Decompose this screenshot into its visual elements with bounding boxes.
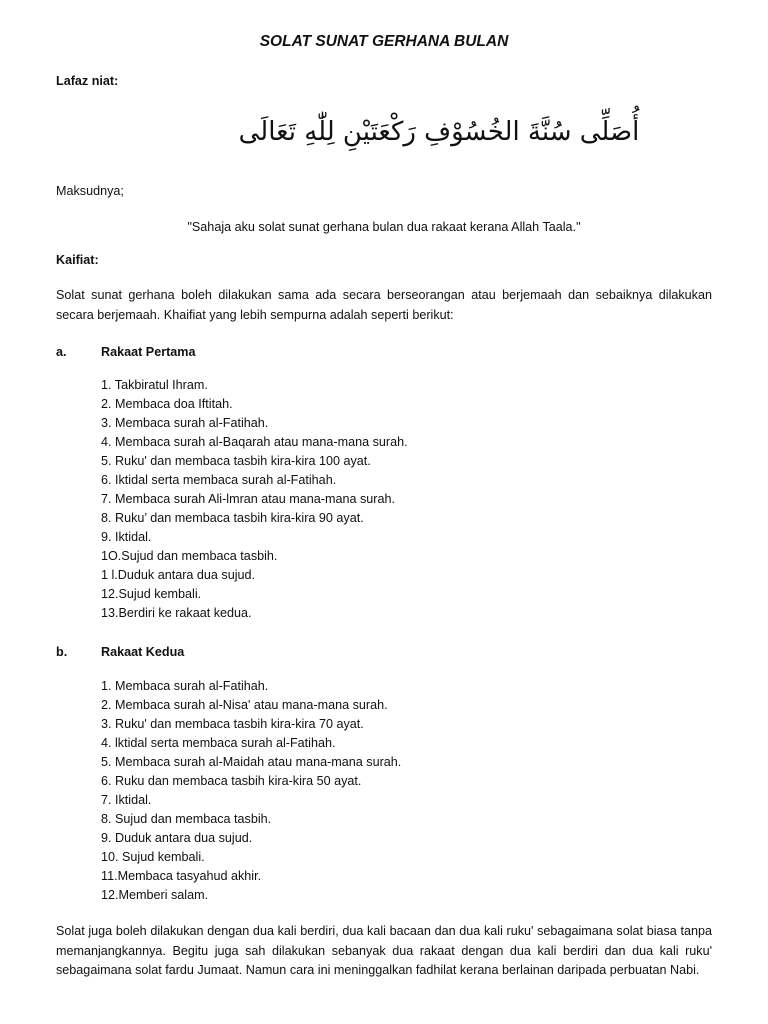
- rakaat-pertama-steps: [101, 376, 408, 623]
- step-item: 5. Ruku' dan membaca tasbih kira-kira 100 ayat.: [101, 454, 371, 468]
- closing-paragraph: Solat juga boleh dilakukan dengan dua kali berdiri, dua kali bacaan dan dua kali ruku' sebagaimana solat biasa tanpa memanjangkannya. Begitu juga sah dilakukan sebanyak dua rakaat dengan dua kali berdiri dan dua kali ruku' sebagaimana solat fardu Jumaat. Namun cara ini meninggalkan fadhilat kerana berlainan daripada perbuatan Nabi.: [56, 924, 712, 977]
- step-item: 6. Ruku dan membaca tasbih kira-kira 50 ayat.: [101, 774, 362, 788]
- arabic-niat-text: أُصَلِّى سُنَّةَ الخُسُوْفِ رَكْعَتَيْنِ لِلّٰهِ تَعَالَى: [238, 117, 640, 147]
- step-item: 6. Iktidal serta membaca surah al-Fatihah.: [101, 473, 337, 487]
- step-item: 9. Duduk antara dua sujud.: [101, 831, 253, 845]
- step-item: 4. lktidal serta membaca surah al-Fatihah.: [101, 736, 336, 750]
- step-item: 12.Sujud kembali.: [101, 587, 202, 601]
- intro-paragraph: Solat sunat gerhana boleh dilakukan sama ada secara berseorangan atau berjemaah dan sebaiknya dilakukan secara berjemaah. Khaifiat yang lebih sempurna adalah seperti berikut:: [56, 288, 712, 322]
- maksudnya-label: Maksudnya;: [56, 184, 124, 198]
- step-item: 11.Membaca tasyahud akhir.: [101, 869, 262, 883]
- section-a-title: Rakaat Pertama: [101, 345, 196, 359]
- section-b-heading: [56, 643, 712, 662]
- step-item: 1. Membaca surah al-Fatihah.: [101, 679, 269, 693]
- step-item: 1 l.Duduk antara dua sujud.: [101, 568, 256, 582]
- section-a-heading: [56, 343, 712, 362]
- section-b-title: Rakaat Kedua: [101, 645, 185, 659]
- lafaz-niat-label: Lafaz niat:: [56, 74, 119, 88]
- step-item: 9. Iktidal.: [101, 530, 152, 544]
- step-item: 1. Takbiratul Ihram.: [101, 378, 208, 392]
- step-item: 1O.Sujud dan membaca tasbih.: [101, 549, 278, 563]
- step-item: 3. Membaca surah al-Fatihah.: [101, 416, 269, 430]
- section-a-letter: a.: [56, 345, 67, 359]
- page-title: SOLAT SUNAT GERHANA BULAN: [259, 33, 509, 50]
- document-page: [56, 0, 712, 1024]
- meaning-quote: "Sahaja aku solat sunat gerhana bulan dua rakaat kerana Allah Taala.": [187, 220, 581, 234]
- step-item: 7. Iktidal.: [101, 793, 152, 807]
- kaifiat-label: Kaifiat:: [56, 253, 99, 267]
- step-item: 4. Membaca surah al-Baqarah atau mana-mana surah.: [101, 435, 408, 449]
- step-item: 10. Sujud kembali.: [101, 850, 205, 864]
- step-item: 8. Ruku’ dan membaca tasbih kira-kira 90 ayat.: [101, 511, 364, 525]
- step-item: 3. Ruku' dan membaca tasbih kira-kira 70 ayat.: [101, 717, 364, 731]
- step-item: 13.Berdiri ke rakaat kedua.: [101, 606, 252, 620]
- step-item: 2. Membaca doa Iftitah.: [101, 397, 233, 411]
- step-item: 7. Membaca surah Ali-lmran atau mana-mana surah.: [101, 492, 395, 506]
- step-item: 5. Membaca surah al-Maidah atau mana-mana surah.: [101, 755, 402, 769]
- section-b-letter: b.: [56, 645, 68, 659]
- rakaat-kedua-steps: [101, 677, 401, 905]
- step-item: 8. Sujud dan membaca tasbih.: [101, 812, 272, 826]
- step-item: 2. Membaca surah al-Nisa' atau mana-mana surah.: [101, 698, 388, 712]
- step-item: 12.Memberi salam.: [101, 888, 209, 902]
